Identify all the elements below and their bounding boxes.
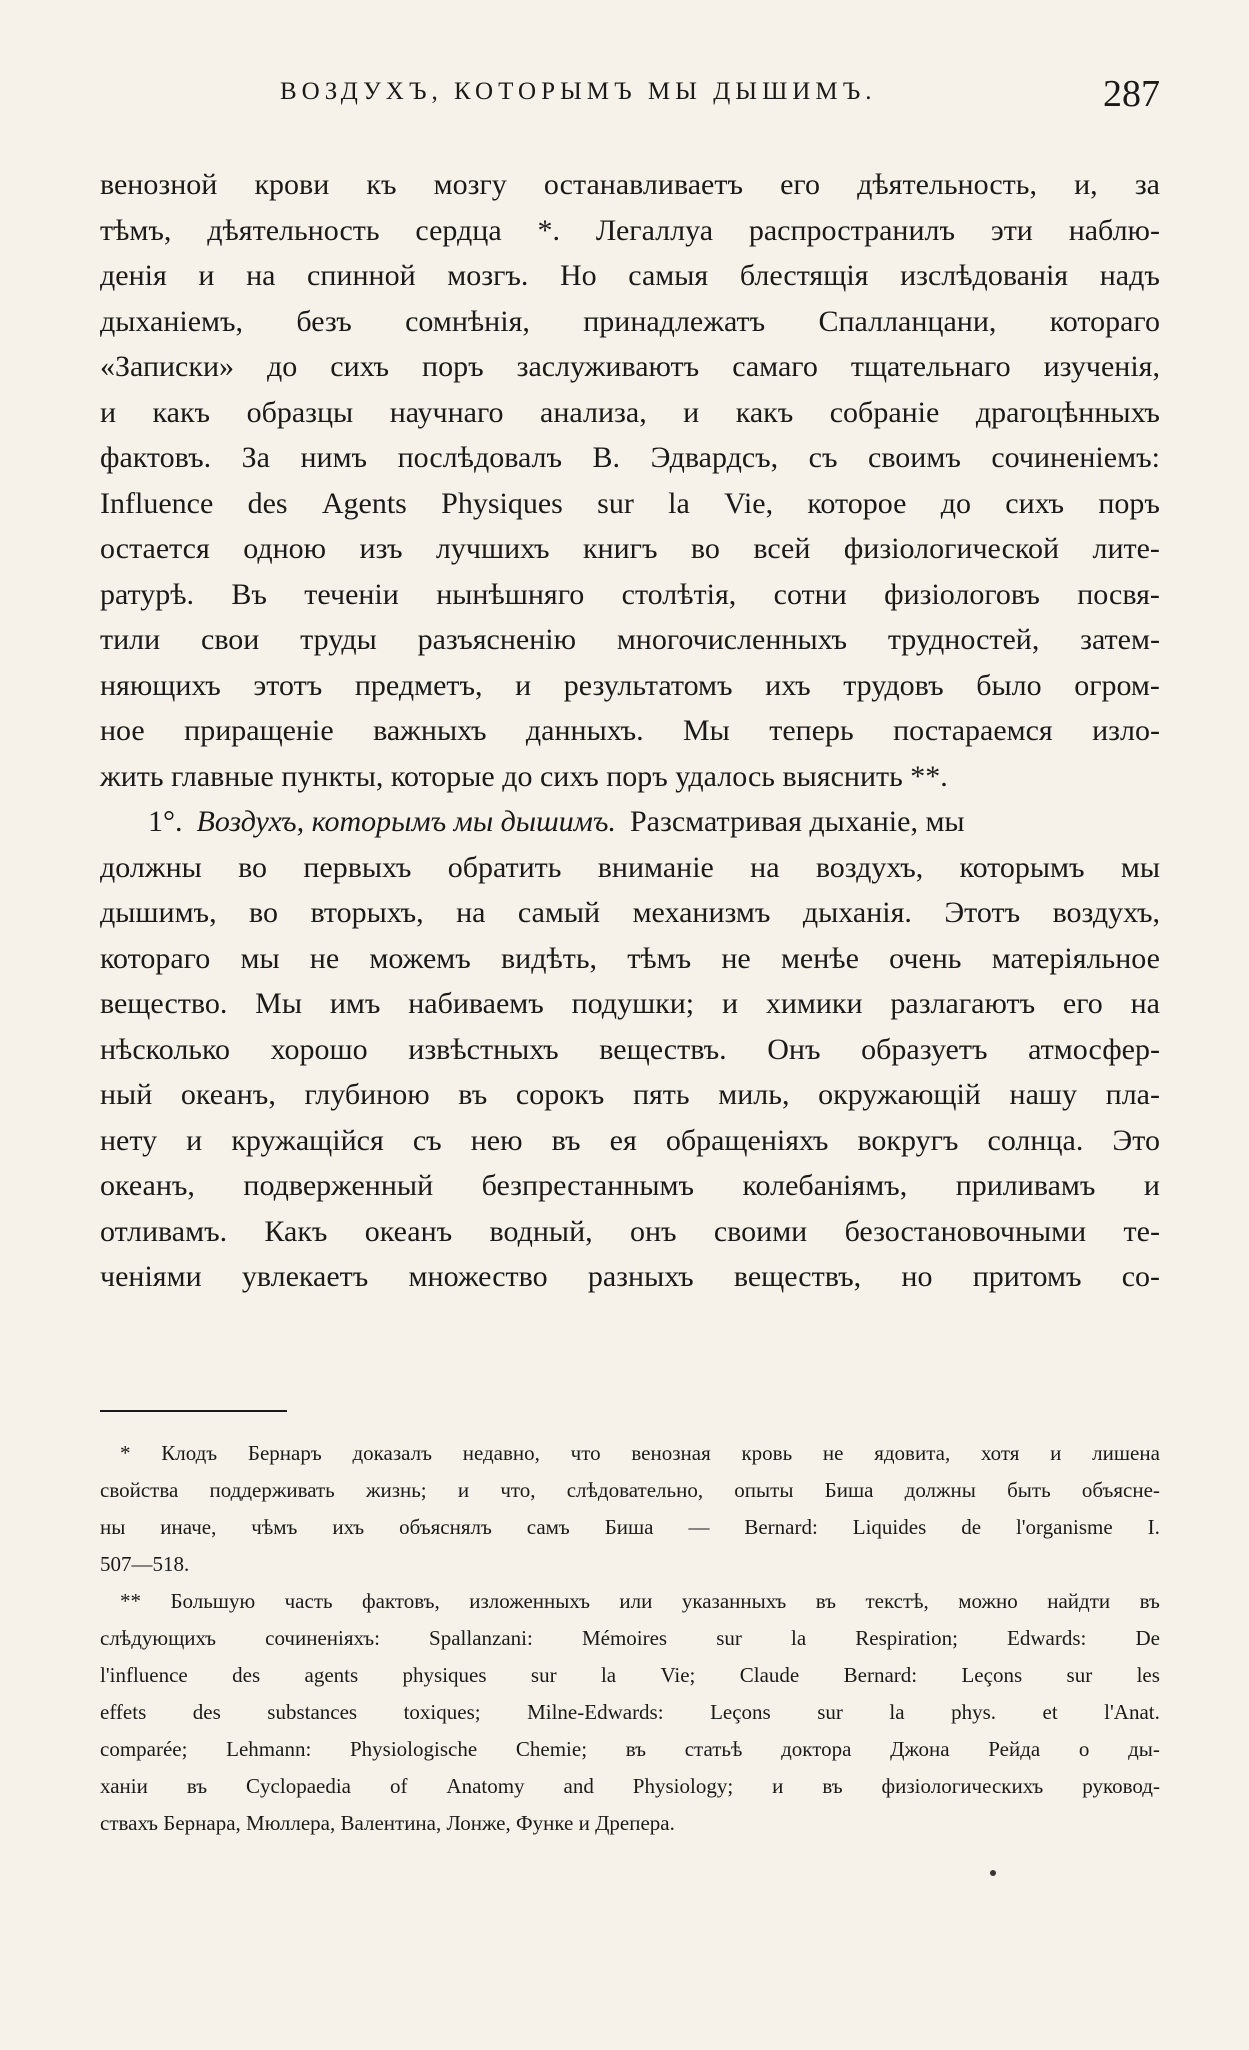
text-line: денія и на спинной мозгъ. Но самыя блестящія изслѣдованія надъ: [100, 259, 1160, 292]
section-number: 1°.: [148, 805, 183, 838]
text-line: ратурѣ. Въ теченіи нынѣшняго столѣтія, сотни физіологовъ посвя-: [100, 577, 1160, 611]
text-line: ное приращеніе важныхъ данныхъ. Мы теперь постараемся изло-: [100, 714, 1160, 747]
footnote-line: слѣдующихъ сочиненіяхъ: Spallanzani: Mémoires sur la Respiration; Edwards: De: [100, 1626, 1160, 1650]
text-line: тили свои труды разъясненію многочисленныхъ трудностей, затем-: [100, 623, 1160, 656]
section-heading-line: [100, 799, 1160, 845]
text-line: няющихъ этотъ предметъ, и результатомъ ихъ трудовъ было огром-: [100, 668, 1160, 702]
footnote-line: ны иначе, чѣмъ ихъ объяснялъ самъ Биша — Bernard: Liquides de l'organisme I.: [100, 1515, 1160, 1539]
text-line: тѣмъ, дѣятельность сердца *. Легаллуа распространилъ эти наблю-: [100, 213, 1160, 247]
text-line: отливамъ. Какъ океанъ водный, онъ своими безостановочными те-: [100, 1214, 1160, 1248]
text-line: океанъ, подверженный безпрестаннымъ колебаніямъ, приливамъ и: [100, 1169, 1160, 1202]
footnote-line: effets des substances toxiques; Milne-Edwards: Leçons sur la phys. et l'Anat.: [100, 1700, 1160, 1724]
text-line: Influence des Agents Physiques sur la Vie, которое до сихъ поръ: [100, 486, 1160, 520]
text-line: котораго мы не можемъ видѣть, тѣмъ не менѣе очень матеріяльное: [100, 941, 1160, 975]
footnote-line: * Клодъ Бернаръ доказалъ недавно, что венозная кровь не ядовита, хотя и лишена: [120, 1441, 1160, 1465]
text-line: ченіями увлекаетъ множество разныхъ веществъ, но притомъ со-: [100, 1260, 1160, 1293]
text-line: должны во первыхъ обратить вниманіе на воздухъ, которымъ мы: [100, 850, 1160, 884]
text-line: «Записки» до сихъ поръ заслуживаютъ самаго тщательнаго изученія,: [100, 350, 1160, 383]
text-line: дыханіемъ, безъ сомнѣнія, принадлежатъ Спалланцани, котораго: [100, 304, 1160, 338]
main-text: [100, 162, 1160, 1300]
text-line: ный океанъ, глубиною въ сорокъ пять миль, окружающій нашу пла-: [100, 1078, 1160, 1111]
text-line: вещество. Мы имъ набиваемъ подушки; и химики разлагаютъ его на: [100, 987, 1160, 1020]
footnote-line: ствахъ Бернара, Мюллера, Валентина, Лонже, Функе и Дрепера.: [100, 1811, 675, 1835]
text-line: дышимъ, во вторыхъ, на самый механизмъ дыханія. Этотъ воздухъ,: [100, 896, 1160, 929]
section-title: Воздухъ, которымъ мы дышимъ.: [196, 805, 616, 838]
text-line: и какъ образцы научнаго анализа, и какъ собраніе драгоцѣнныхъ: [100, 395, 1160, 429]
ink-dot: [990, 1870, 996, 1876]
text-line: нету и кружащійся съ нею въ ея обращеніяхъ вокругъ солнца. Это: [100, 1123, 1160, 1157]
page-number: 287: [1103, 73, 1160, 115]
page-header: [100, 73, 1160, 118]
section-first-line-rest: Разсматривая дыханіе, мы: [630, 805, 965, 838]
footnote-divider: [100, 1410, 287, 1412]
footnote-line: 507—518.: [100, 1552, 190, 1576]
footnote-line: ** Большую часть фактовъ, изложенныхъ или указанныхъ въ текстѣ, можно найдти въ: [120, 1589, 1160, 1613]
text-line: остается одною изъ лучшихъ книгъ во всей физіологической лите-: [100, 532, 1160, 565]
footnote-line: свойства поддерживать жизнь; и что, слѣдовательно, опыты Биша должны быть объясне-: [100, 1478, 1160, 1502]
footnotes: [100, 1435, 1160, 1842]
footnote-line: ханіи въ Cyclopaedia of Anatomy and Physiology; и въ физіологическихъ руковод-: [100, 1774, 1160, 1798]
running-title: ВОЗДУХЪ, КОТОРЫМЪ МЫ ДЫШИМЪ.: [280, 78, 877, 105]
text-line: жить главные пункты, которые до сихъ поръ удалось выяснить **.: [100, 759, 948, 793]
text-line: фактовъ. За нимъ послѣдовалъ В. Эдвардсъ, съ своимъ сочиненіемъ:: [100, 441, 1160, 474]
footnote-line: comparée; Lehmann: Physiologische Chemie; въ статьѣ доктора Джона Рейда о ды-: [100, 1737, 1160, 1761]
text-line: нѣсколько хорошо извѣстныхъ веществъ. Онъ образуетъ атмосфер-: [100, 1032, 1160, 1066]
footnote-line: l'influence des agents physiques sur la Vie; Claude Bernard: Leçons sur les: [100, 1663, 1160, 1687]
text-line: венозной крови къ мозгу останавливаетъ его дѣятельность, и, за: [100, 168, 1160, 201]
